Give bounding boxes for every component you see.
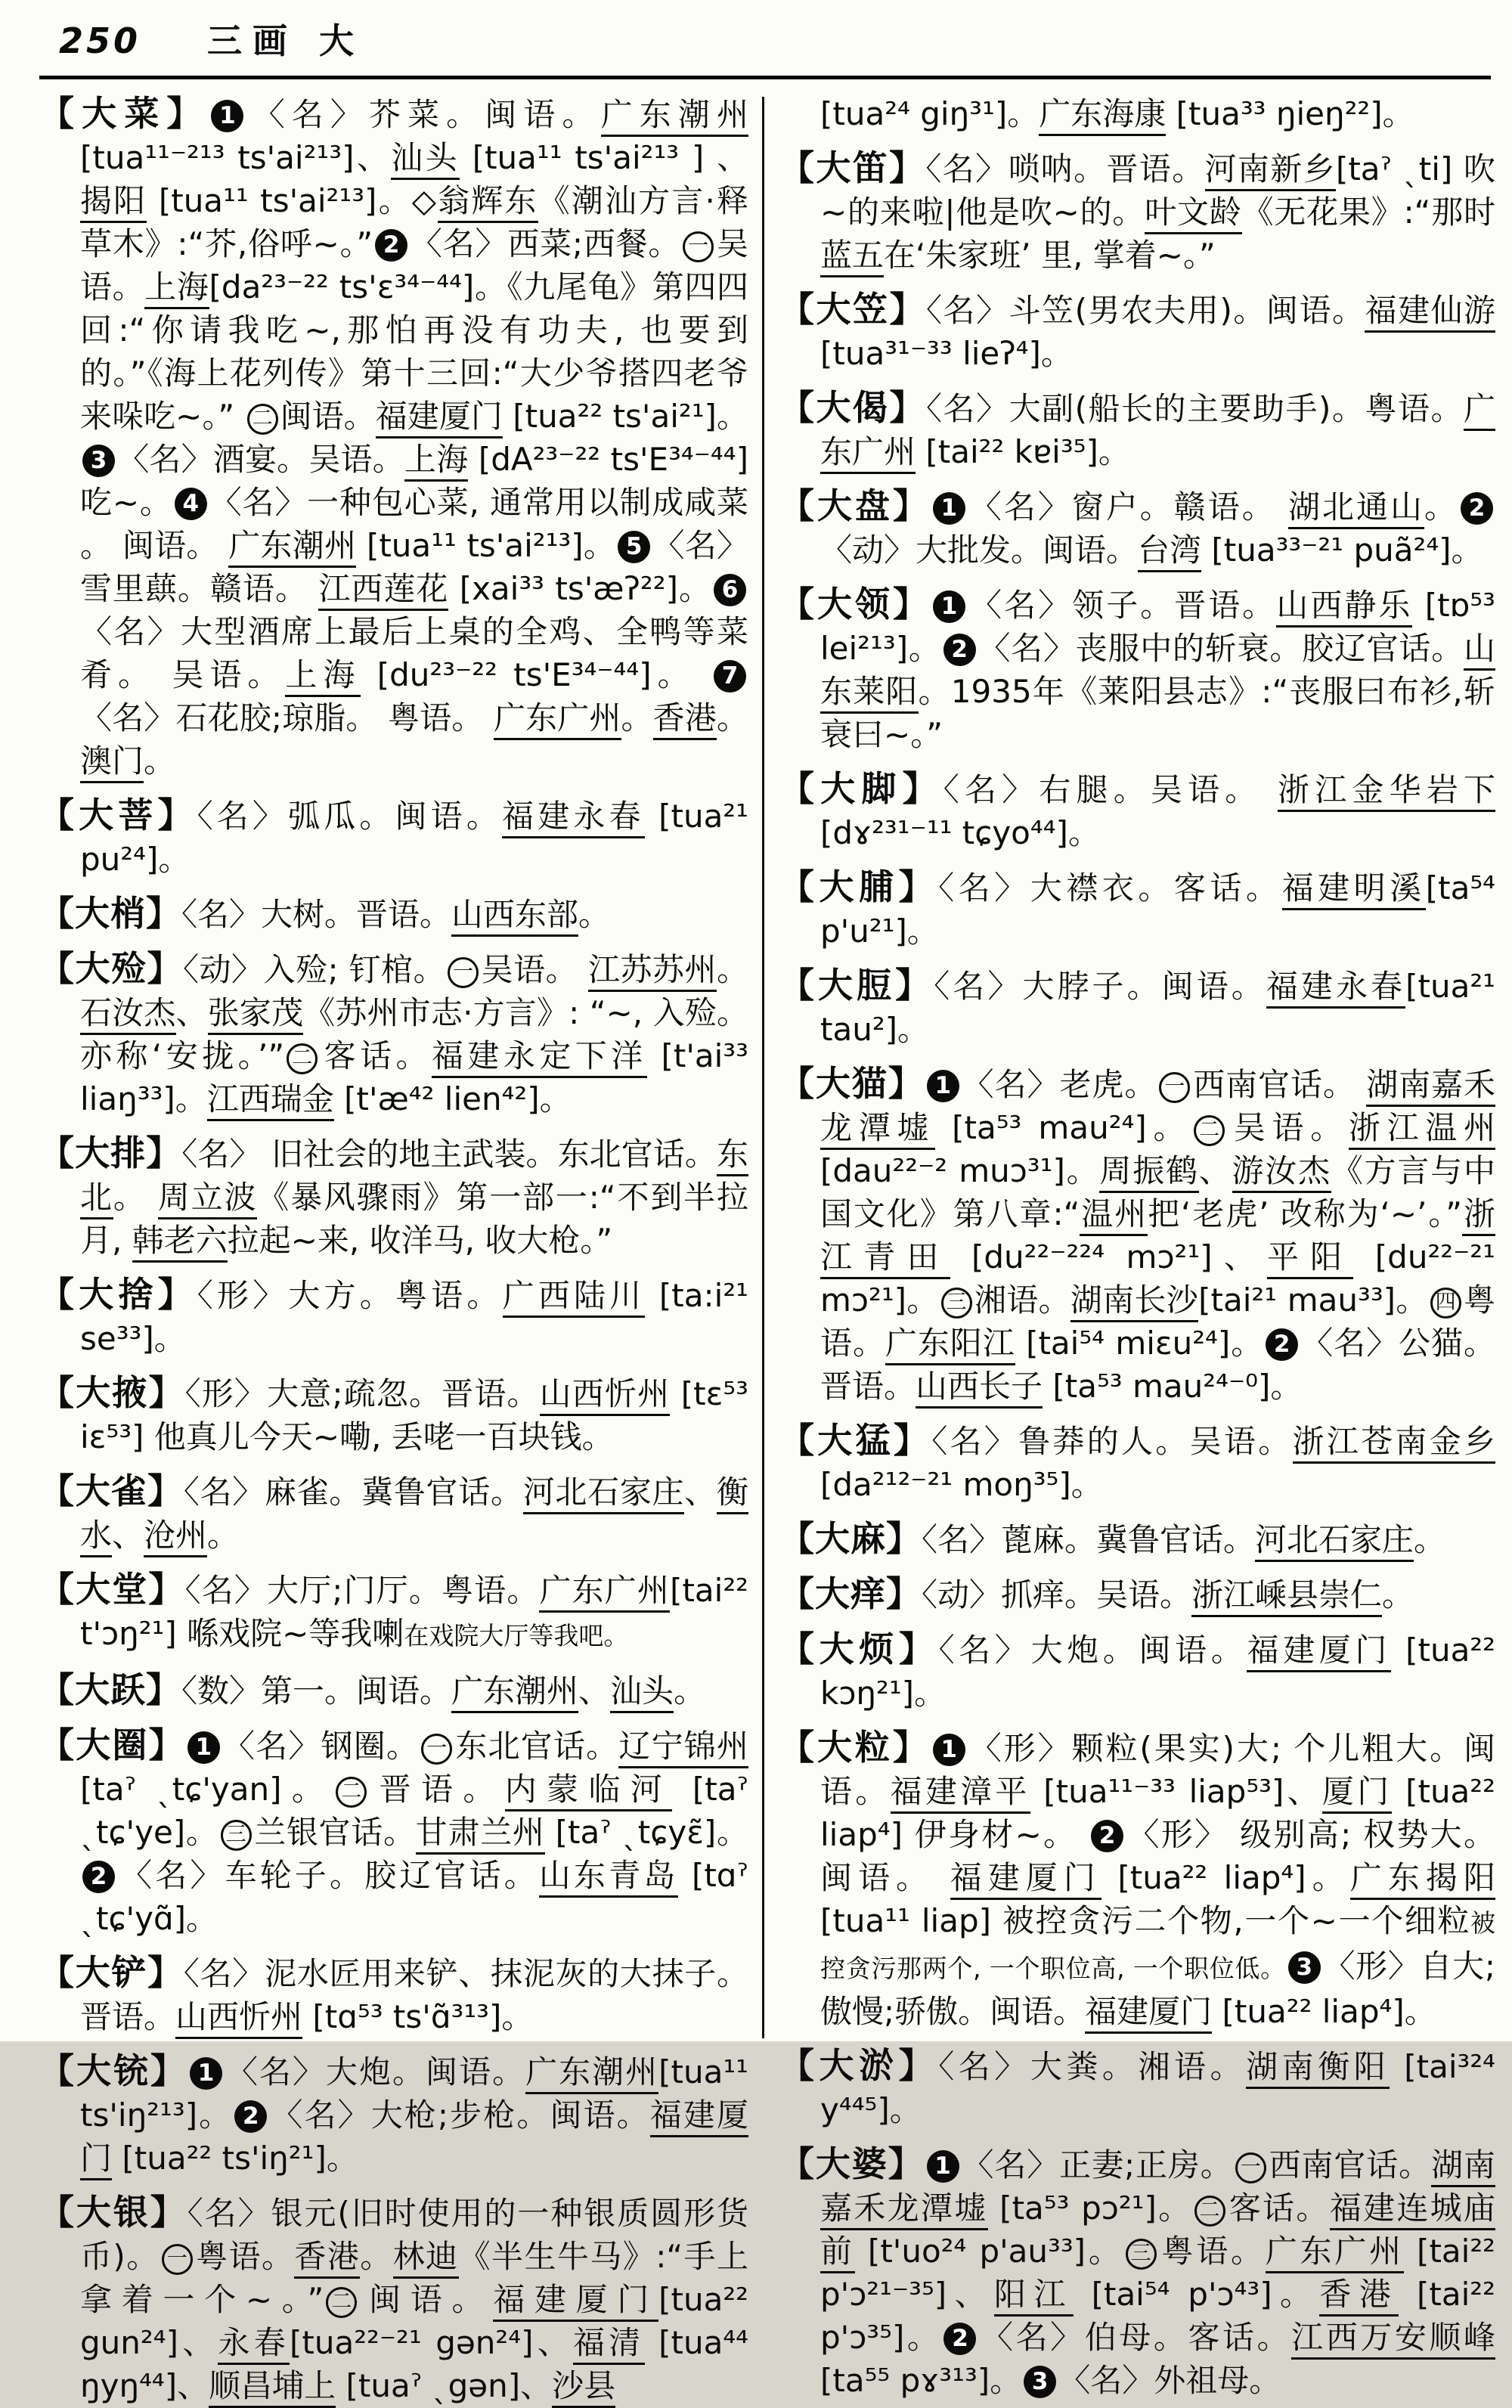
sense-number-icon: 2 — [1091, 1820, 1123, 1852]
entry-body: 1 〈名〉大炮。闽语。广东潮州[tua¹¹ ts'iŋ²¹³]。 2 〈名〉大枪;步枪。闽语。福建厦门 [tua²² ts'iŋ²¹]。 — [80, 2053, 748, 2177]
dictionary-entry — [779, 2044, 1495, 2131]
entry-headword: 【大菩】 — [39, 795, 197, 835]
proper-noun: 福建永春 — [502, 798, 645, 838]
proper-noun: 广东广州 — [539, 1572, 670, 1613]
dictionary-entry — [39, 947, 748, 1120]
entry-body: 〈名〉大副(船长的主要助手)。粤语。广东广州 [tai²² kɐi³⁵]。 — [820, 390, 1495, 474]
sense-number-icon: 2 — [1266, 1328, 1298, 1361]
proper-noun: 衡水 — [80, 1474, 748, 1557]
entry-headword: 【大捨】 — [39, 1274, 197, 1315]
section-title: 三画 — [207, 20, 299, 61]
proper-noun: 福建厦门 — [950, 1859, 1101, 1900]
proper-noun: 揭阳 — [80, 182, 147, 223]
proper-noun: 江西瑞金 — [207, 1080, 334, 1121]
entry-body: 1 〈名〉窗户。赣语。 湖北通山。 2〈动〉大批发。闽语。台湾 [tua³³⁻²¹ puã²⁴]。 — [820, 488, 1495, 569]
sense-number-icon: 1 — [927, 1070, 959, 1102]
dictionary-entry — [779, 1573, 1495, 1616]
entry-body: 〈名〉麻雀。冀鲁官话。河北石家庄、衡水、沧州。 — [80, 1474, 748, 1557]
sense-number-icon: 3 — [1024, 2366, 1056, 2398]
entry-body: 〈名〉泥水匠用来铲、抹泥灰的大抹子。晋语。山西忻州 [tɑ⁵³ ts'ɑ̃³¹³]。 — [80, 1955, 748, 2039]
proper-noun: 山东青岛 — [539, 1857, 679, 1898]
sense-number-icon: 6 — [714, 574, 746, 606]
dictionary-entry — [779, 767, 1495, 854]
entry-body: 〈名〉大粪。湘语。湖南衡阳 [tai³²⁴ y⁴⁴⁵]。 — [820, 2048, 1495, 2128]
proper-noun: 广东潮州 — [525, 2053, 658, 2094]
proper-noun: 浙江金华岩下 — [1278, 771, 1495, 812]
proper-noun: 湖南衡阳 — [1246, 2048, 1390, 2089]
dictionary-entry — [39, 794, 748, 881]
sense-number-icon: 5 — [618, 531, 650, 563]
entry-body: 〈动〉入殓; 钉棺。 一 吴语。 江苏苏州。石汝杰、张家茂《苏州市志·方言》: “~, 入殓。亦称‘安拢。’” 二 客话。福建永定下洋 [t'ai³³ liaŋ³³]。江西瑞金 [t'æ⁴² lien⁴²]。 — [80, 951, 748, 1117]
dictionary-entry — [779, 866, 1495, 953]
sense-number-icon: 2 — [375, 229, 407, 262]
proper-noun: 周振鹤 — [1099, 1152, 1198, 1193]
dictionary-entry — [779, 386, 1495, 473]
dictionary-entry — [779, 964, 1495, 1051]
proper-noun: 澳门 — [80, 742, 144, 783]
proper-noun: 香港 — [653, 699, 717, 740]
proper-noun: 汕头 — [391, 139, 460, 180]
proper-noun: 广东潮州 — [601, 96, 748, 137]
proper-noun: 张家茂 — [208, 994, 304, 1035]
dictionary-entry — [39, 892, 748, 936]
proper-noun: 福建永定下洋 — [432, 1037, 647, 1078]
dictionary-entry — [39, 1371, 748, 1458]
proper-noun: 福建连城庙前 — [820, 2190, 1495, 2273]
entry-headword: 【大婆】 — [779, 2143, 925, 2184]
proper-noun: 河北石家庄 — [1255, 1521, 1414, 1562]
entry-headword: 【大猛】 — [779, 1420, 932, 1461]
proper-noun: 广东广州 — [820, 390, 1495, 474]
proper-noun: 江苏苏州 — [588, 951, 717, 992]
entry-headword: 【大铲】 — [39, 1952, 184, 1993]
subsense-number-icon: 一 — [1235, 2152, 1266, 2183]
proper-noun: 游汝杰 — [1232, 1152, 1331, 1193]
proper-noun: 辽宁锦州 — [618, 1728, 748, 1768]
dictionary-entry — [39, 1470, 748, 1557]
entry-body: 〈名〉 旧社会的地主武装。东北官话。东北。 周立波《暴风骤雨》第一部一:“不到半拉月, 韩老六拉起~来, 收洋马, 收大枪。” — [80, 1136, 748, 1263]
proper-noun: 浙江青田 — [820, 1195, 1495, 1279]
dictionary-entry — [779, 485, 1495, 572]
proper-noun: 阳江 — [994, 2276, 1074, 2317]
entry-body: 〈动〉抓痒。吴语。浙江嵊县崇仁。 — [922, 1576, 1414, 1617]
proper-noun: 广东阳江 — [885, 1325, 1015, 1365]
dictionary-entry — [39, 92, 748, 783]
proper-noun: 香港 — [294, 2238, 360, 2279]
proper-noun: 浙江苍南金乡 — [1293, 1423, 1496, 1464]
proper-noun: 厦门 — [1322, 1773, 1393, 1814]
proper-noun: 山东莱阳 — [820, 630, 1495, 714]
right-column — [779, 92, 1496, 2399]
sense-number-icon: 1 — [933, 492, 965, 525]
entry-headword: 【大领】 — [779, 584, 931, 624]
dictionary-entry — [779, 1419, 1495, 1506]
proper-noun: 江西莲花 — [318, 570, 448, 611]
subsense-number-icon: 二 — [326, 2287, 357, 2318]
proper-noun: 湖南长沙 — [1070, 1281, 1198, 1322]
proper-noun: 温州 — [1080, 1195, 1148, 1236]
entry-body: 1 〈名〉领子。晋语。山西静乐 [tɒ⁵³ lei²¹³]。 2 〈名〉丧服中的斩衰。胶辽官话。山东莱阳。1935年《莱阳县志》:“丧服曰布衫,斩衰曰~。” — [820, 587, 1495, 753]
dictionary-entry — [39, 1568, 748, 1657]
entry-body: 〈形〉大方。粤语。广西陆川 [ta:i²¹ se³³]。 — [80, 1277, 749, 1357]
proper-noun: 叶文龄 — [1145, 194, 1241, 234]
proper-noun: 湖南嘉禾龙潭墟 — [820, 1066, 1495, 1150]
dictionary-entry — [39, 2191, 748, 2407]
proper-noun: 福建明溪 — [1282, 869, 1426, 910]
proper-noun: 福建厦门 — [1085, 1993, 1212, 2034]
sense-number-icon: 1 — [190, 2057, 222, 2090]
subsense-number-icon: 二 — [1194, 2196, 1225, 2227]
sense-number-icon: 4 — [175, 488, 207, 520]
proper-noun: 山西东部 — [451, 896, 578, 937]
entry-headword: 【大淤】 — [779, 2045, 939, 2086]
entry-body: 1 〈形〉颗粒(果实)大; 个儿粗大。闽语。福建漳平 [tua¹¹⁻³³ liap⁵³]、厦门 [tua²² liap⁴] 伊身材~。 2 〈形〉 级别高; 权势大。 闽语。 福建厦门 [tua²² liap⁴]。广东揭阳 [tua¹¹ liap] 被控贪污二个物,一个~一个细粒被控贪污那两个, 一个职位高, 一个职位低。 3 〈形〉自大;傲慢;骄傲。闽语。福建厦门 [tua²² liap⁴]。 — [820, 1730, 1495, 2030]
proper-noun: 汕头 — [610, 1672, 674, 1713]
dictionary-entry — [39, 2050, 748, 2180]
dictionary-entry — [39, 1273, 748, 1360]
column-divider — [762, 97, 764, 2038]
entry-headword: 【大脰】 — [779, 965, 934, 1006]
entry-headword: 【大殓】 — [39, 948, 184, 989]
subsense-number-icon: 一 — [448, 957, 479, 988]
proper-noun: 福建厦门 — [493, 2281, 658, 2322]
entry-headword: 【大铳】 — [39, 2050, 188, 2091]
sense-number-icon: 1 — [927, 2150, 959, 2183]
proper-noun: 山西忻州 — [540, 1375, 671, 1416]
page-number: 250 — [59, 20, 141, 61]
entry-headword: 【大笠】 — [779, 289, 927, 330]
proper-noun: 福建永春 — [1266, 968, 1405, 1009]
proper-noun: 福建厦门 — [1247, 1632, 1391, 1672]
dictionary-entry — [39, 1132, 748, 1262]
dictionary-entry — [779, 1517, 1495, 1561]
dictionary-entry — [779, 583, 1495, 756]
subsense-number-icon: 三 — [1126, 2239, 1157, 2270]
dictionary-entry — [779, 2143, 1495, 2402]
entry-body: 〈数〉第一。闽语。广东潮州、汕头。 — [181, 1672, 705, 1713]
subsense-number-icon: 四 — [1430, 1288, 1461, 1319]
proper-noun: 广东潮州 — [451, 1672, 578, 1713]
text-columns — [39, 92, 1496, 2404]
entry-headword: 【大痒】 — [779, 1573, 922, 1614]
proper-noun: 浙江温州 — [1349, 1109, 1495, 1150]
proper-noun: 福建厦门 — [80, 2097, 748, 2180]
proper-noun: 山西静乐 — [1276, 587, 1412, 628]
proper-noun: 沧州 — [144, 1517, 207, 1557]
proper-noun: 上海 — [144, 268, 209, 309]
proper-noun: 福建仙游 — [1365, 292, 1495, 333]
proper-noun: 河北石家庄 — [523, 1474, 685, 1514]
proper-noun: 沙县 — [552, 2367, 615, 2408]
subsense-number-icon: 一 — [1159, 1072, 1190, 1103]
entry-headword: 【大堂】 — [39, 1569, 185, 1610]
entry-body: 〈名〉弧瓜。闽语。福建永春 [tua²¹ pu²⁴]。 — [80, 798, 748, 878]
proper-noun: 上海 — [404, 441, 468, 482]
entry-headword: 【大跃】 — [39, 1669, 181, 1710]
proper-noun: 蓝五 — [820, 237, 884, 277]
dictionary-entry — [39, 1724, 748, 1940]
sense-number-icon: 3 — [82, 445, 115, 477]
dictionary-entry — [779, 1062, 1495, 1408]
proper-noun: 上海 — [285, 656, 361, 697]
proper-noun: 河南新乡 — [1205, 150, 1336, 191]
proper-noun: 江西万安顺峰 — [1291, 2319, 1495, 2360]
subsense-number-icon: 二 — [1194, 1115, 1225, 1146]
entry-headword: 【大偈】 — [779, 387, 927, 428]
entry-headword: 【大盘】 — [779, 485, 931, 526]
proper-noun: 湖南嘉禾龙潭墟 — [820, 2146, 1495, 2230]
entry-body: 〈名〉大襟衣。客话。福建明溪[ta⁵⁴ p'u²¹]。 — [820, 869, 1495, 950]
proper-noun: 山西忻州 — [175, 1998, 302, 2039]
entry-headword: 【大银】 — [39, 2192, 187, 2233]
proper-noun: 香港 — [1319, 2276, 1399, 2317]
proper-noun: 广东揭阳 — [1350, 1859, 1495, 1900]
sense-number-icon: 3 — [1288, 1951, 1321, 1984]
proper-noun: 广东潮州 — [228, 527, 356, 568]
proper-noun: 台湾 — [1138, 531, 1201, 572]
subsense-number-icon: 三 — [941, 1288, 972, 1319]
sense-number-icon: 1 — [933, 590, 965, 623]
proper-noun: 广东广州 — [494, 699, 621, 740]
entry-body: [tua²⁴ giŋ³¹]。广东海康 [tua³³ ŋieŋ²²]。 — [820, 95, 1414, 136]
dictionary-entry — [39, 1669, 748, 1712]
proper-noun: 石汝杰 — [80, 994, 176, 1035]
proper-noun: 湖北通山 — [1288, 488, 1424, 529]
radical-char: 大 — [319, 20, 355, 61]
sense-number-icon: 2 — [1461, 492, 1493, 525]
entry-headword: 【大麻】 — [779, 1518, 922, 1559]
subsense-number-icon: 二 — [336, 1777, 367, 1808]
sense-number-icon: 2 — [82, 1861, 115, 1893]
subsense-number-icon: 一 — [162, 2244, 193, 2275]
sense-number-icon: 2 — [943, 2323, 976, 2355]
sense-number-icon: 1 — [187, 1731, 220, 1764]
dictionary-entry — [779, 288, 1495, 375]
entry-headword: 【大粒】 — [779, 1727, 931, 1768]
entry-body: 〈名〉右腿。吴语。 浙江金华岩下 [dɤ²³¹⁻¹¹ tɕyo⁴⁴]。 — [820, 771, 1495, 851]
page-header — [59, 14, 1482, 64]
proper-noun: 韩老六 — [132, 1222, 228, 1263]
subsense-number-icon: 三 — [221, 1820, 252, 1851]
entry-body: 1 〈名〉老虎。 一 西南官话。 湖南嘉禾龙潭墟 [ta⁵³ mau²⁴]。 二 吴语。浙江温州[dau²²⁻² muɔ³¹]。周振鹤、游汝杰《方言与中国文化》第八章:“温州把‘老虎’ 改称为‘~’。”浙江青田 [du²²⁻²²⁴ mɔ²¹]、平阳 [du²²⁻²¹ mɔ²¹]。 三 湘语。湖南长沙[tai²¹ mau³³]。 四 粤语。广东阳江 [tai⁵⁴ miɛu²⁴]。 2 〈名〉公猫。晋语。山西长子 [ta⁵³ mau²⁴⁻⁰]。 — [820, 1066, 1495, 1405]
header-rule — [39, 76, 1491, 79]
sense-number-icon: 1 — [211, 100, 243, 132]
entry-body: 〈名〉银元(旧时使用的一种银质圆形货币)。 一 粤语。香港。林迪《半生牛马》:“手上拿着一个~。” 二 闽语。福建厦门[tua²² gun²⁴]、永春[tua²²⁻²¹ gən²⁴]、福清 [tua⁴⁴ ŋyŋ⁴⁴]、顺昌埔上 [tuaˀ ˎgən]、沙县 — [80, 2195, 748, 2404]
proper-noun: 福建厦门 — [376, 398, 503, 439]
subsense-number-icon: 二 — [287, 1043, 318, 1074]
proper-noun: 甘肃兰州 — [416, 1814, 545, 1855]
entry-headword: 【大脯】 — [779, 866, 939, 907]
gloss-small-text: 在戏院大厅等我吧。 — [404, 1621, 629, 1650]
entry-body: 〈名〉大厅;门厅。粤语。广东广州[tai²² t'ɔŋ²¹] 喺戏院~等我喇在戏院大厅等我吧。 — [80, 1572, 748, 1652]
entry-body: 〈名〉大树。晋语。山西东部。 — [181, 896, 610, 937]
entry-body: 〈名〉鲁莽的人。吴语。浙江苍南金乡[da²¹²⁻²¹ moŋ³⁵]。 — [820, 1423, 1495, 1503]
sense-number-icon: 1 — [933, 1734, 965, 1766]
entry-body: 〈形〉大意;疏忽。晋语。山西忻州 [tɛ⁵³ iɛ⁵³] 他真儿今天~嘞, 丢咾一百块钱。 — [80, 1375, 748, 1455]
gloss-small-text: 被控贪污那两个, 一个职位高, 一个职位低。 — [820, 1908, 1495, 1983]
proper-noun: 浙江嵊县崇仁 — [1191, 1576, 1382, 1617]
subsense-number-icon: 一 — [683, 231, 714, 262]
entry-headword: 【大梢】 — [39, 893, 181, 934]
dictionary-entry — [39, 1951, 748, 2038]
proper-noun: 广东广州 — [1266, 2233, 1404, 2273]
entry-continuation — [779, 92, 1495, 135]
sense-number-icon: 7 — [714, 660, 746, 693]
entry-headword: 【大笛】 — [779, 147, 926, 188]
entry-headword: 【大雀】 — [39, 1471, 184, 1511]
proper-noun: 广东海康 — [1039, 95, 1166, 136]
entry-body: 〈名〉唢呐。晋语。河南新乡[taˀ ˎti] 吹~的来啦|他是吹~的。叶文龄《无花果》:“那时蓝五在‘朱家班’ 里, 掌着~。” — [820, 150, 1495, 277]
dictionary-entry — [779, 147, 1495, 277]
left-column — [39, 92, 749, 2404]
dictionary-entry — [779, 1628, 1495, 1715]
entry-headword: 【大掖】 — [39, 1372, 185, 1413]
entry-headword: 【大猫】 — [779, 1063, 925, 1104]
proper-noun: 顺昌埔上 — [209, 2367, 336, 2408]
entry-body: 〈名〉蓖麻。冀鲁官话。河北石家庄。 — [922, 1521, 1445, 1562]
proper-noun: 福清 — [573, 2324, 645, 2365]
dictionary-entry — [779, 1726, 1495, 2033]
sense-number-icon: 2 — [234, 2100, 267, 2133]
proper-noun: 东北 — [80, 1136, 748, 1219]
proper-noun: 福建漳平 — [891, 1773, 1030, 1814]
sense-number-icon: 2 — [943, 634, 976, 666]
proper-noun: 平阳 — [1267, 1238, 1353, 1279]
proper-noun: 永春 — [218, 2324, 290, 2365]
entry-body: 1 〈名〉正妻;正房。 一 西南官话。湖南嘉禾龙潭墟 [ta⁵³ pɔ²¹]。 二 客话。福建连城庙前 [t'uo²⁴ p'au³³]。 三 粤语。广东广州 [tai²² p'ɔ²¹⁻³⁵]、阳江 [tai⁵⁴ p'ɔ⁴³]。香港 [tai²² p'ɔ³⁵]。 2 〈名〉伯母。客话。江西万安顺峰[ta⁵⁵ pɤ³¹³]。 3 〈名〉外祖母。 — [820, 2146, 1495, 2399]
subsense-number-icon: 一 — [421, 1734, 452, 1765]
proper-noun: 广西陆川 — [503, 1277, 646, 1318]
proper-noun: 林迪 — [393, 2238, 459, 2279]
entry-body: 1 〈名〉钢圈。 一 东北官话。辽宁锦州 [taˀ ˎtɕ'yan]。 二 晋语。内蒙临河 [taˀ ˎtɕ'ye]。 三 兰银官话。甘肃兰州 [taˀ ˎtɕyɛ̃]。2 〈名〉车轮子。胶辽官话。山东青岛 [tɑˀ ˎtɕ'yɑ̃]。 — [80, 1728, 748, 1937]
entry-headword: 【大脚】 — [779, 768, 943, 809]
proper-noun: 翁辉东 — [438, 182, 538, 223]
entry-headword: 【大排】 — [39, 1133, 182, 1173]
entry-body: 〈名〉大脖子。闽语。福建永春[tua²¹ tau²]。 — [820, 968, 1495, 1048]
subsense-number-icon: 二 — [247, 404, 278, 435]
entry-headword: 【大圈】 — [39, 1725, 185, 1765]
entry-headword: 【大菜】 — [39, 93, 209, 134]
proper-noun: 周立波 — [158, 1179, 258, 1219]
entry-body: 〈名〉大炮。闽语。福建厦门 [tua²² kɔŋ²¹]。 — [820, 1632, 1495, 1712]
proper-noun: 内蒙临河 — [505, 1771, 672, 1811]
entry-headword: 【大烦】 — [779, 1629, 939, 1669]
proper-noun: 山西长子 — [916, 1368, 1043, 1409]
entry-body: 1 〈名〉芥菜。闽语。广东潮州 [tua¹¹⁻²¹³ ts'ai²¹³]、汕头 [tua¹¹ ts'ai²¹³ ] 、揭阳 [tua¹¹ ts'ai²¹³]。◇翁辉东《潮汕方言·释草木》:“芥,俗呼~。” 2 〈名〉西菜;西餐。 一 吴语。上海[da²³⁻²² ts'ε³⁴⁻⁴⁴]。《九尾龟》第四四回:“你请我吃~,那怕再没有功夫, 也要到的。”《海上花列传》第十三回:“大少爷搭四老爷来哚吃~。” 二 闽语。福建厦门 [tua²² ts'ai²¹]。3 〈名〉酒宴。吴语。上海 [dA²³⁻²² ts'E³⁴⁻⁴⁴] 吃~。 4 〈名〉一种包心菜, 通常用以制成咸菜 。 闽语。 广东潮州 [tua¹¹ ts'ai²¹³]。 5 〈名〉雪里蕻。赣语。 江西莲花 [xai³³ ts'æʔ²²]。 6〈名〉大型酒席上最后上桌的全鸡、全鸭等菜肴。 吴语。上海 [du²³⁻²² ts'E³⁴⁻⁴⁴]。 7〈名〉石花胶;琼脂。 粤语。 广东广州。香港。 澳门。 — [80, 96, 748, 779]
entry-body: 〈名〉斗笠(男农夫用)。闽语。福建仙游[tua³¹⁻³³ lieʔ⁴]。 — [820, 292, 1495, 372]
